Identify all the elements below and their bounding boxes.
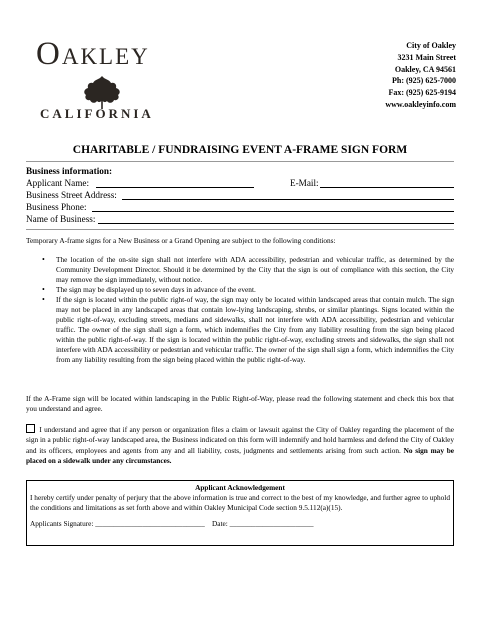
applicant-name-field[interactable]: [96, 187, 254, 188]
agreement-bold-text: No sign may be placed on a sidewalk under any circumstances.: [26, 445, 455, 466]
street-field[interactable]: [122, 199, 454, 200]
agreement-block: [26, 424, 454, 467]
phone-label: Business Phone:: [26, 202, 87, 212]
acknowledgement-box: [26, 480, 454, 546]
list-item: • The sign may be displayed up to seven days in advance of the event.: [56, 285, 454, 295]
list-item: • The location of the on-site sign shall not interfere with ADA accessibility, pedestrian and vehicular traffic, as determined by the Community Development Director. Should it be determined by the City that the sign is out of compliance with this section, the City may remove the sign immediately, without notice.: [56, 255, 454, 285]
conditions-list: [56, 255, 454, 365]
business-heading: Business information:: [26, 166, 113, 176]
row-note: If the A-Frame sign will be located within landscaping in the Public Right-of-Way, please read the following statement and check this box that you understand and agree.: [26, 394, 454, 413]
street-row: [26, 189, 454, 201]
agreement-text: I understand and agree that if any person or organization files a claim or lawsuit against the City of Oakley regarding the placement of the sign in a public right-of-way landscaped area, the Business indicated on this form will indemnify and hold harmless and defend the City of Oakley and its officers, employees and agents from any and all liability, costs, judgments and settlements arising from such action.: [26, 425, 454, 455]
phone-field[interactable]: [92, 211, 454, 212]
email-label: E-Mail:: [290, 178, 319, 188]
signature-row: [30, 519, 450, 529]
intro-text: Temporary A-frame signs for a New Business or a Grand Opening are subject to the following conditions:: [26, 236, 336, 245]
applicant-row: [26, 177, 454, 189]
date-label: Date:: [212, 519, 228, 528]
email-field[interactable]: [320, 187, 454, 188]
city-fax: Fax: (925) 625-9194: [388, 88, 456, 98]
oak-leaf-icon: [80, 74, 124, 110]
signature-label: Applicants Signature:: [30, 519, 94, 528]
acknowledgement-title: Applicant Acknowledgement: [195, 483, 285, 492]
agree-checkbox[interactable]: [26, 424, 35, 433]
phone-row: [26, 201, 454, 213]
applicant-name-label: Applicant Name:: [26, 178, 90, 188]
divider: [26, 229, 454, 230]
date-field[interactable]: _______________________: [229, 519, 314, 528]
city-street: 3231 Main Street: [397, 52, 456, 62]
business-name-field[interactable]: [98, 223, 454, 224]
logo-wordmark: Oakley: [36, 36, 150, 72]
business-name-label: Name of Business:: [26, 214, 96, 224]
business-name-row: [26, 213, 454, 225]
acknowledgement-text: I hereby certify under penalty of perjury that the above information is true and correct to the best of my knowledge, and further agree to uphold the conditions and limitations as set forth above and within Oakley Municipal Code section 9.5.112(a)(15).: [30, 493, 450, 512]
business-section: [26, 165, 454, 225]
signature-field[interactable]: ______________________________: [95, 519, 205, 528]
list-item: • If the sign is located within the public right-of way, the sign may only be located within landscaped areas that contain mulch. The sign may not be placed in any landscaped areas that contain low-lying landscaping, shrubs, or similar plantings. Signs located within the public right-of-way, excluding streets, medians and sidewalks, shall not interfere with ADA accessibility, pedestrian and vehicular traffic. The owner of the sign shall sign a form, which indemnifies the City from any liability resulting from the sign being placed within the public right-of-way. If the sign is located within the public right-of-way, excluding streets and sidewalks, the sign shall not interfere with ADA accessibility or pedestrian and vehicular traffic. The owner of the sign shall sign a form, which indemnifies the City from any liability resulting from the sign being placed within the public right-of-way.: [56, 295, 454, 365]
city-phone: Ph: (925) 625-7000: [392, 76, 456, 86]
city-logo: [28, 38, 178, 120]
street-label: Business Street Address:: [26, 190, 117, 200]
divider: [26, 161, 454, 162]
form-title: CHARITABLE / FUNDRAISING EVENT A-FRAME SIGN FORM: [72, 144, 408, 156]
logo-state: CALIFORNIA: [40, 106, 154, 121]
city-website[interactable]: www.oakleyinfo.com: [385, 99, 456, 109]
city-address: Oakley, CA 94561: [394, 64, 456, 74]
contact-block: [385, 40, 456, 111]
city-name: City of Oakley: [406, 41, 456, 50]
